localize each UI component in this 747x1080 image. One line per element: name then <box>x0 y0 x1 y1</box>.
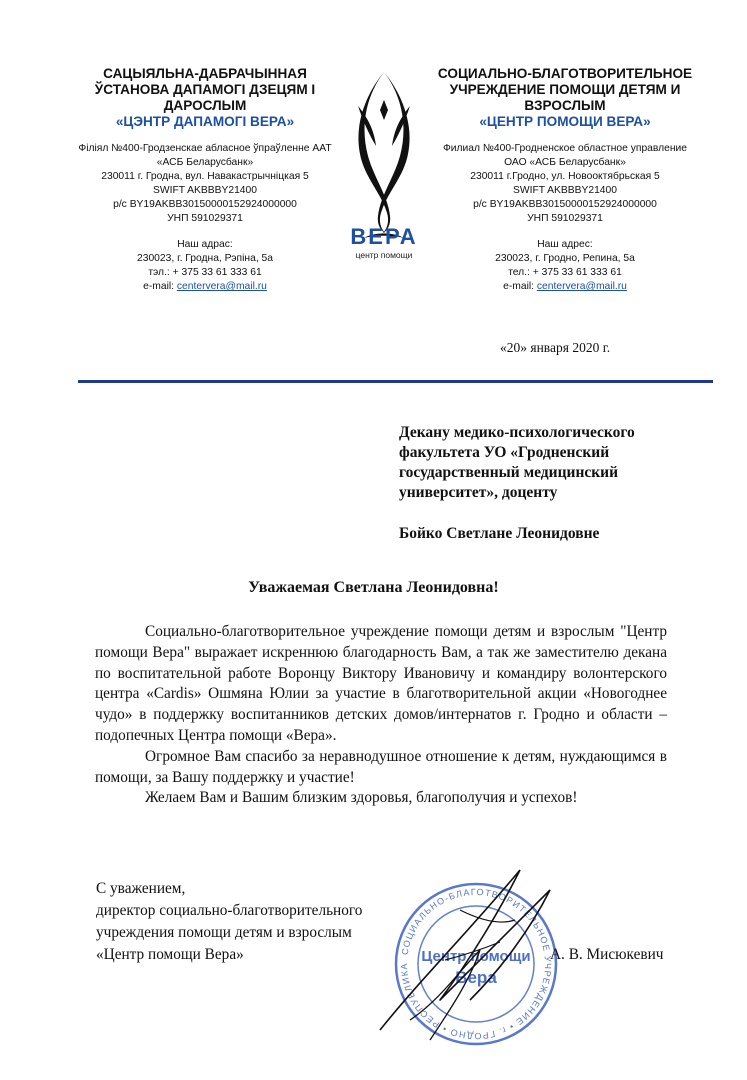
stamp-center-line2: Вера <box>455 968 497 987</box>
body-paragraph-1: Социально-благотворительное учреждение помощи детям и взрослым "Центр помощи Вера" выражает искреннюю благодарность Вам, а так же заместителю декана по воспитательной работе Воронцу Виктору Ивановичу и командиру волонтерского центра «Cardis» Ошмяна Юлии за участие в благотворительной акции «Новогоднее чудо» в поддержку воспитанников детских домов/интернатов г. Гродно и области – подопечных Центра помощи «Вера». <box>95 623 667 744</box>
left-email-row <box>60 280 350 294</box>
letter-body <box>95 622 667 809</box>
signature-block <box>96 878 362 966</box>
right-bank-line5: р/с BY19AKBB30150000152924000000 <box>473 199 657 210</box>
left-addr-label: Наш адрас: <box>177 239 233 250</box>
left-org-line1: САЦЫЯЛЬНА-ДАБРАЧЫННАЯ <box>103 66 307 81</box>
right-bank-line1: Филиал №400-Гродненское областное управление <box>442 143 688 154</box>
sig-line3: учреждения помощи детям и взрослым <box>96 924 352 941</box>
handwritten-signature-icon <box>350 850 580 1050</box>
right-phone: тел.: + 375 33 61 333 61 <box>508 267 622 278</box>
left-phone: тэл.: + 375 33 61 333 61 <box>148 267 262 278</box>
left-org-line2: ЎСТАНОВА ДАПАМОГІ ДЗЕЦЯМ І <box>94 82 316 97</box>
signatory-name: А. В. Мисюкевич <box>550 946 664 963</box>
right-addr-line: 230023, г. Гродно, Репина, 5а <box>495 253 635 264</box>
left-email-label: e-mail: <box>143 281 177 292</box>
right-bank-line6: УНП 591029371 <box>527 213 603 224</box>
addressee-name: Бойко Светлане Леонидовне <box>399 525 600 542</box>
right-bank-line2: ОАО «АСБ Беларусбанк» <box>504 157 626 168</box>
greeting: Уважаемая Светлана Леонидовна! <box>248 579 499 596</box>
logo-subtitle: центр помощи <box>355 250 413 260</box>
body-paragraph-2: Огромное Вам спасибо за неравнодушное отношение к детям, нуждающимся в помощи, за Вашу поддержку и участие! <box>95 747 667 786</box>
sig-line2: директор социально-благотворительного <box>96 902 363 919</box>
right-bank-line3: 230011 г.Гродно, ул. Новооктябрьская 5 <box>470 171 660 182</box>
right-email-link[interactable]: centervera@mail.ru <box>536 281 627 292</box>
right-letterhead <box>410 66 720 294</box>
left-email-link[interactable]: centervera@mail.ru <box>176 281 267 292</box>
right-org-name: «ЦЕНТР ПОМОЩИ ВЕРА» <box>479 114 651 129</box>
sig-line4: «Центр помощи Вера» <box>96 946 244 963</box>
logo-title: ВЕРА <box>350 224 418 249</box>
left-bank-line1: Філіял №400-Гродзенскае абласное ўпраўленне ААТ <box>78 143 332 154</box>
left-addr-line: 230023, г. Гродна, Рэпіна, 5а <box>136 253 274 264</box>
right-addr-label: Наш адрес: <box>537 239 593 250</box>
right-org-line1: СОЦИАЛЬНО-БЛАГОТВОРИТЕЛЬНОЕ <box>437 66 693 81</box>
stamp-center-line1: Центр помощи <box>421 948 531 965</box>
left-letterhead <box>60 66 350 294</box>
left-bank-line2: «АСБ Беларусбанк» <box>156 157 254 168</box>
right-bank-line4: SWIFT AKBBBY21400 <box>513 185 617 196</box>
right-email-row <box>410 280 720 294</box>
right-email-label: e-mail: <box>503 281 537 292</box>
left-bank-line5: р/с BY19AKBB30150000152924000000 <box>113 199 297 210</box>
header-divider <box>78 380 713 383</box>
left-bank-line4: SWIFT AKBBBY21400 <box>153 185 257 196</box>
svg-text:СОЦИАЛЬНО-БЛАГОТВОРИТЕЛЬНОЕ УЧ: СОЦИАЛЬНО-БЛАГОТВОРИТЕЛЬНОЕ УЧРЕЖДЕНИЕ • г. ГРОДНО • РЕСПУБЛИКА <box>398 886 554 1042</box>
right-org-line2: УЧРЕЖДЕНИЕ ПОМОЩИ ДЕТЯМ И <box>449 82 681 97</box>
left-bank-line6: УНП 591029371 <box>167 213 243 224</box>
addressee-title: Декану медико-психологического факультета УО «Гродненский государственный медицинский университет», доценту <box>399 424 635 501</box>
body-paragraph-3: Желаем Вам и Вашим близким здоровья, благополучия и успехов! <box>145 789 578 807</box>
letter-date: «20» января 2020 г. <box>500 340 611 355</box>
left-org-line3: ДАРОСЛЫМ <box>163 98 247 113</box>
left-bank-line3: 230011 г. Гродна, вул. Навакастрычніцкая 5 <box>101 171 309 182</box>
left-org-name: «ЦЭНТР ДАПАМОГІ ВЕРА» <box>115 114 295 129</box>
right-org-line3: ВЗРОСЛЫМ <box>524 98 606 113</box>
sig-line1: С уважением, <box>96 880 186 897</box>
